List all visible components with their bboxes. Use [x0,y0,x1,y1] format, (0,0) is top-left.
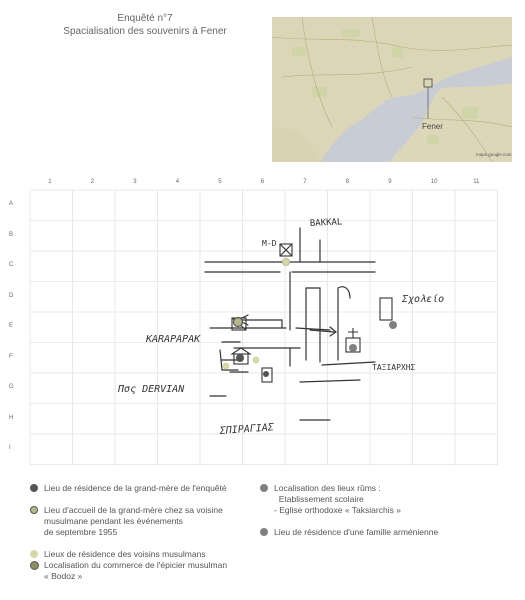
legend-text-armenian: Lieu de résidence d'une famille arménienne [274,527,439,537]
legend-text-grandmother: Lieu de résidence de la grand-mère de l'enquêté [44,483,227,493]
inset-source-label: maps.google.com [476,152,512,157]
label-md: M-D [262,239,277,248]
label-sprpayias: ΣΠΙΡΑΓΙΑΣ [219,422,275,437]
marker-refuge-olive-icon [234,318,243,327]
row-label: F [9,353,13,360]
street-right-curve [338,287,350,298]
column-label: 4 [175,179,180,185]
sketch-streets [205,228,375,420]
light-olive-dot-icon [30,550,38,558]
inset-place-label: Fener [422,122,443,131]
legend-item-rum-places [260,483,510,527]
legend-item-armenian [260,527,510,538]
legend-item-epicier [30,560,260,582]
arrow-head-right [310,327,336,336]
bakkal-cross [280,244,292,256]
street-f-right [322,362,375,365]
legend-item-neighbours [30,549,260,560]
row-label: G [9,384,14,391]
column-label: 3 [133,179,137,185]
label-sxoleio: Σχολείο [402,294,445,305]
row-label: D [9,292,14,299]
legend-text-epicier: Localisation du commerce de l'épicier musulman « Bodoz » [44,560,228,581]
legend-left [30,483,260,582]
marker-grandmother-dark-icon [236,354,244,362]
column-label: 9 [388,179,392,185]
marker-neighbour-olive-icon [253,357,260,364]
epicier-dot-icon [30,561,39,570]
row-label: H [9,414,14,421]
sketch-grid-area [0,170,525,470]
title-line2: Spacialisation des souvenirs à Fener [63,26,227,37]
column-label: 6 [260,179,265,185]
marker-bakkal-olive-icon [283,259,290,266]
label-taxiarxis: ΤΑΞΙΑΡΧΗΣ [372,363,416,372]
title-line1: Enquêté n°7 [117,13,173,24]
grandmother-roof [232,348,250,354]
inset-location-map [272,17,512,162]
column-label: 11 [473,179,480,185]
label-dervian: Πσς DERVIAN [118,384,185,395]
column-label: 2 [90,179,95,185]
sketch-markers [223,259,398,378]
row-label: B [9,231,14,238]
church-cross-sign [348,328,358,338]
column-label: 1 [48,179,52,185]
olive-dot-icon [30,506,38,514]
marker-neighbour2-olive-icon [223,363,230,370]
column-label: 8 [345,179,350,185]
street-g-right [300,380,360,382]
sketch-svg [0,170,525,470]
grey-dot-icon [260,484,268,492]
row-label: A [9,201,14,208]
legend-item-refuge [30,505,260,549]
legend-right [260,483,510,538]
column-label: 10 [430,179,438,185]
legend-text-refuge: Lieu d'accueil de la grand-mère chez sa voisine musulmane pendant les événements de septembre 1955 [44,505,223,537]
map-title [30,12,260,38]
dark-dot-icon [30,484,38,492]
label-karapapak: KARAPAPAK [146,334,201,345]
legend-text-rum-places: Localisation des lieux rûms : Etablissement scolaire - Eglise orthodoxe « Taksiarchis » [274,483,401,515]
row-label: I [9,445,11,452]
grey-dot-icon [260,528,268,536]
row-label: E [9,323,14,330]
legend-text-neighbours: Lieux de résidence des voisins musulmans [44,549,206,559]
marker-school-grey-icon [389,321,397,329]
legend-item-grandmother [30,483,260,505]
marker-epicier-dark-icon [263,371,269,377]
arrow-street [238,320,282,328]
school-building [380,298,392,320]
row-label: C [9,262,14,269]
label-bakkal: BAKKAL [309,217,343,229]
column-label: 5 [218,179,222,185]
marker-church-grey-icon [349,344,357,352]
column-label: 7 [303,179,307,185]
